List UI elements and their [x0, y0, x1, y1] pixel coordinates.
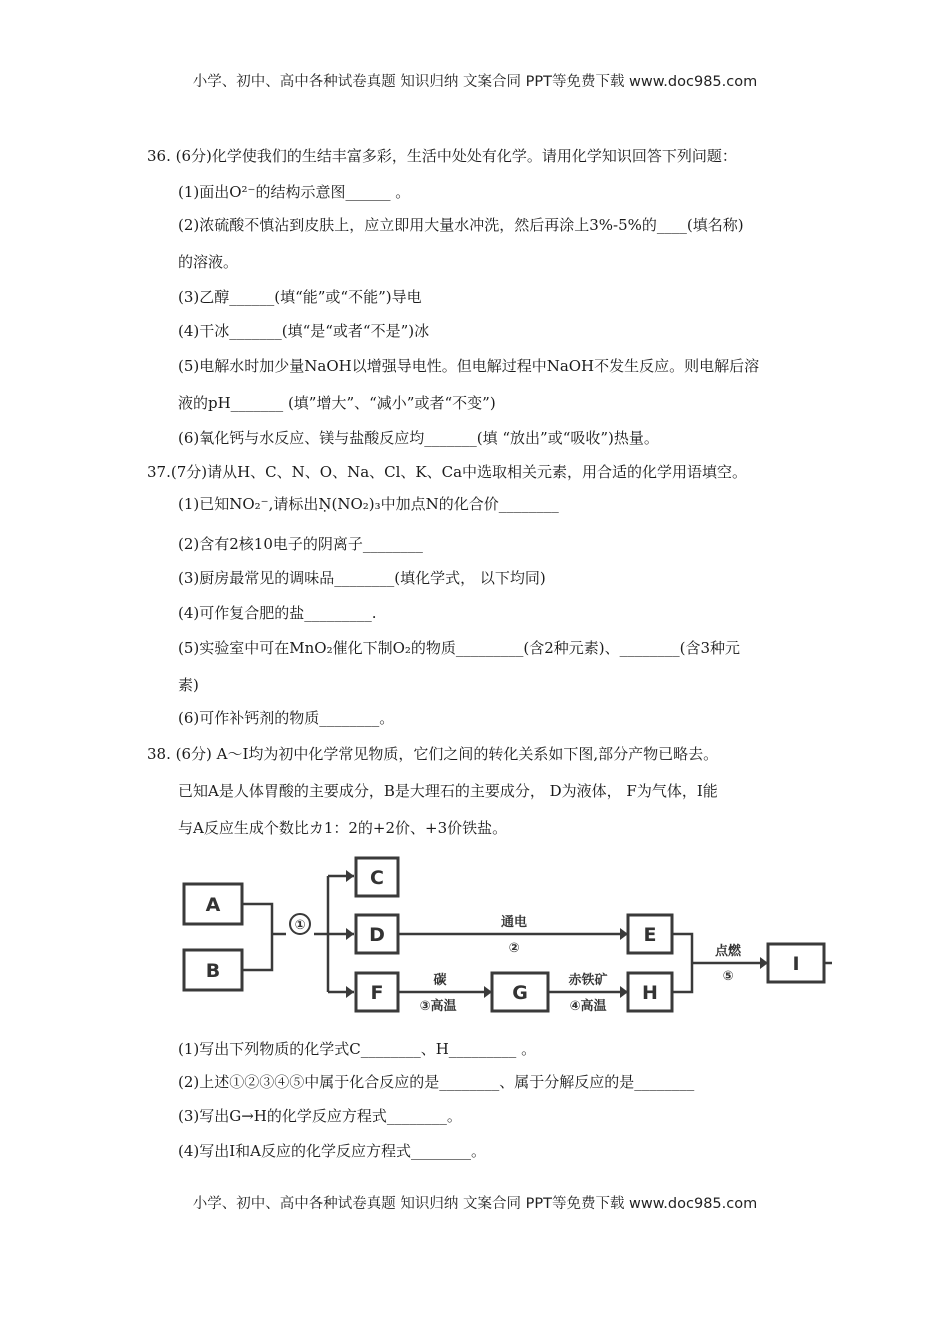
q36-item-1: (1)面出O²⁻的结构示意图______ 。 — [178, 183, 411, 201]
ab-bracket — [242, 904, 272, 970]
q36-item-5-cont: 液的pH_______ (填”增大”、“减小”或者“不变”) — [178, 394, 496, 412]
eh-bracket — [672, 934, 692, 992]
step4-label: ④高温 — [569, 999, 607, 1014]
box-b-label: B — [205, 960, 221, 982]
step4-condition: 赤铁矿 — [568, 973, 608, 988]
q38-stem: 38. (6分) A～I均为初中化学常见物质，它们之间的转化关系如下图,部分产物已略去。 — [147, 745, 719, 763]
q37-item-1: (1)已知NO₂⁻,请标出Ṇ(NO₂)₃中加点N的化合价________ — [178, 495, 559, 513]
step1-label: ① — [294, 918, 306, 933]
q37-item-4: (4)可作复合肥的盐_________. — [178, 604, 377, 622]
page-header: 小学、初中、高中各种试卷真题 知识归纳 文案合同 PPT等免费下载 www.doc985.com — [192, 74, 758, 90]
box-c-label: C — [370, 867, 384, 889]
box-a-label: A — [205, 894, 221, 916]
q36-item-5: (5)电解水时加少量NaOH以增强导电性。但电解过程中NaOH不发生反应。则电解后溶 — [178, 357, 760, 375]
q38-item-4: (4)写出I和A反应的化学反应方程式________。 — [178, 1142, 487, 1160]
q37-item-2: (2)含有2核10电子的阴离子________ — [178, 535, 423, 553]
step5-condition: 点燃 — [714, 944, 742, 959]
step2-condition: 通电 — [500, 915, 528, 930]
q38-item-3: (3)写出G→H的化学反应方程式________。 — [178, 1107, 462, 1125]
step3-label: ③高温 — [419, 999, 457, 1014]
box-e-label: E — [643, 924, 657, 946]
box-d-label: D — [369, 924, 385, 946]
q38-line2: 已知A是人体胃酸的主要成分，B是大理石的主要成分， D为液体， F为气体，I能 — [178, 782, 718, 800]
q36-stem: 36. (6分)化学使我们的生结丰富多彩，生活中处处有化学。请用化学知识回答下列问题： — [147, 147, 737, 165]
q36-item-6: (6)氧化钙与水反应、镁与盐酸反应均_______(填 “放出”或“吸收”)热量。 — [178, 429, 659, 447]
arrow-to-d — [346, 928, 354, 940]
box-i-label: I — [792, 953, 800, 975]
q38-line3: 与A反应生成个数比カ1：2的+2价、+3价铁盐。 — [178, 819, 508, 837]
q37-item-5: (5)实验室中可在MnO₂催化下制O₂的物质_________(含2种元素)、________(含3种元 — [178, 639, 741, 657]
conversion-diagram — [176, 852, 836, 1022]
step3-condition: 碳 — [433, 973, 447, 988]
step2-label: ② — [508, 941, 520, 956]
box-g-label: G — [512, 982, 528, 1004]
q38-item-2: (2)上述①②③④⑤中属于化合反应的是________、属于分解反应的是________ — [178, 1073, 695, 1091]
q37-item-5-cont: 素) — [178, 676, 199, 694]
q36-item-3: (3)乙醇______(填“能”或“不能”)导电 — [178, 288, 422, 306]
box-h-label: H — [642, 982, 658, 1004]
step5-label: ⑤ — [722, 969, 734, 984]
q38-item-1: (1)写出下列物质的化学式C________、H_________ 。 — [178, 1040, 537, 1058]
page-footer: 小学、初中、高中各种试卷真题 知识归纳 文案合同 PPT等免费下载 www.doc985.com — [192, 1196, 758, 1212]
arrow-to-c — [346, 870, 354, 882]
q37-item-3: (3)厨房最常见的调味品________(填化学式， 以下均同) — [178, 569, 546, 587]
q36-item-2-cont: 的溶液。 — [178, 253, 239, 271]
q36-item-2: (2)浓硫酸不慎沾到皮肤上，应立即用大量水冲洗，然后再涂上3%-5%的____(填名称) — [178, 216, 744, 234]
q36-item-4: (4)干冰_______(填“是“或者“不是”)冰 — [178, 322, 430, 340]
box-f-label: F — [370, 982, 384, 1004]
q37-stem: 37.(7分)请从H、C、N、O、Na、Cl、K、Ca中选取相关元素，用合适的化学用语填空。 — [147, 463, 748, 481]
arrow-to-f — [346, 986, 354, 998]
q37-item-6: (6)可作补钙剂的物质________。 — [178, 709, 395, 727]
